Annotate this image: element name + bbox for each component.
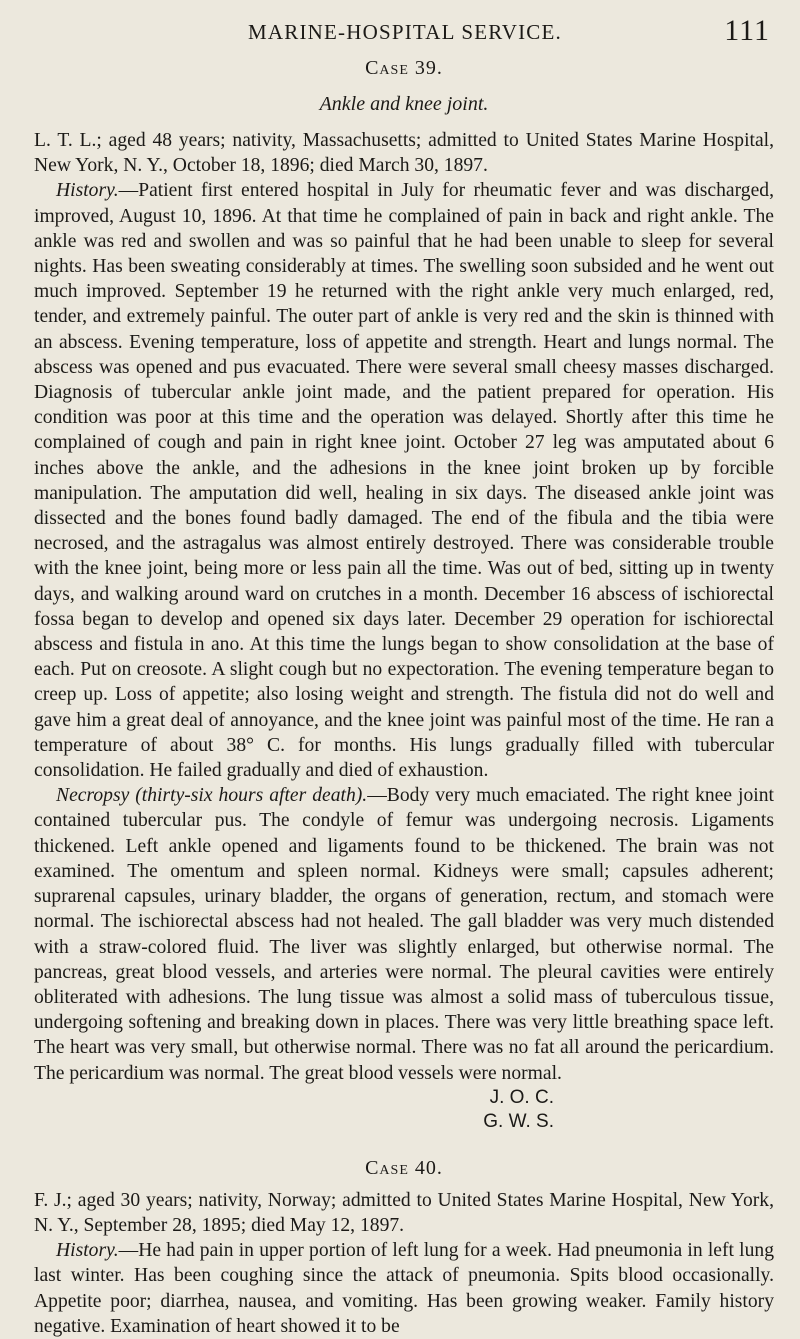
case-40-history <box>34 1238 774 1339</box>
case-40-heading-text: Case 40. <box>365 1156 443 1179</box>
page-number: 111 <box>724 14 770 47</box>
case-39-history <box>34 178 774 783</box>
case-40-heading <box>34 1148 774 1188</box>
signature-1: J. O. C. <box>489 1086 554 1108</box>
case-39-history-text: —Patient first entered hospital in July for rheumatic fever and was discharged, improved, August 10, 1896. At that time he complained of pain in back and right ankle. The ankle was red and swollen and was so painful that he had been unable to sleep for several nights. Has been sweating considerably at times. The swelling soon subsided and he went out much improved. September 19 he returned with the right ankle very much enlarged, red, tender, and extremely painful. The outer part of ankle is very red and the skin is thinned with an abscess. Evening temperature, loss of appetite and strength. Heart and lungs normal. The abscess was opened and pus evacuated. There were several small cheesy masses discharged. Diagnosis of tubercular ankle joint made, and the patient prepared for operation. His condition was poor at this time and the operation was delayed. Shortly after this time he complained of cough and pain in right knee joint. October 27 leg was amputated about 6 inches above the ankle, and the adhesions in the knee joint broken up by forcible manipulation. The amputation did well, healing in six days. The diseased ankle joint was dissected and the bones found badly damaged. The end of the fibula and the tibia were necrosed, and the astragalus was almost entirely destroyed. There was considerable trouble with the knee joint, being more or less pain all the time. Was out of bed, sitting up in twenty days, and walking around ward on crutches in a month. December 16 abscess of ischiorectal fossa began to develop and opened six days later. December 29 operation for ischiorectal abscess and fistula in ano. At this time the lungs began to show consolidation at the base of each. Put on creosote. A slight cough but no expectoration. The evening temperature began to creep up. Loss of appetite; also losing weight and strength. The fistula did not do well and gave him a great deal of annoyance, and the knee joint was painful most of the time. He ran a temperature of about 38° C. for months. His lungs gradually filled with tubercular consolidation. He failed gradually and died of exhaustion. <box>34 180 774 782</box>
case-39-heading <box>34 52 774 84</box>
case-40-history-label: History. <box>56 1240 119 1262</box>
case-39-subheading: Ankle and knee joint. <box>319 93 489 115</box>
signature-2: G. W. S. <box>483 1110 554 1132</box>
case-39-intro: L. T. L.; aged 48 years; nativity, Massachusetts; admitted to United States Marine Hospital, New York, N. Y., October 18, 1896; died March 30, 1897. <box>34 130 774 177</box>
running-title: MARINE-HOSPITAL SERVICE. <box>248 20 562 44</box>
case-39-necropsy <box>34 783 774 1085</box>
case-39-necropsy-text: —Body very much emaciated. The right knee joint contained tubercular pus. The condyle of femur was undergoing necrosis. Ligaments thickened. Left ankle opened and ligaments found to be thickened. The brain was not examined. The omentum and spleen normal. Kidneys were small; capsules adherent; suprarenal capsules, urinary bladder, the organs of generation, rectum, and stomach were normal. The ischiorectal abscess had not healed. The gall bladder was very much distended with a straw-colored fluid. The liver was slightly enlarged, but otherwise normal. The pancreas, great blood vessels, and arteries were normal. The pleural cavities were entirely obliterated with adhesions. The lung tissue was almost a solid mass of tuberculous tissue, undergoing softening and breaking down in places. There was very little breathing space left. The heart was very small, but otherwise normal. There was no fat all around the pericardium. The pericardium was normal. The great blood vessels were normal. <box>34 785 774 1084</box>
case-40-intro: F. J.; aged 30 years; nativity, Norway; admitted to United States Marine Hospital, New York, N. Y., September 28, 1895; died May 12, 1897. <box>34 1189 774 1236</box>
case-39-history-label: History. <box>56 180 119 202</box>
case-39-necropsy-label: Necropsy (thirty-six hours after death). <box>56 785 368 807</box>
case-39-heading-text: Case 39. <box>365 57 443 79</box>
case-40-history-text: —He had pain in upper portion of left lung for a week. Had pneumonia in left lung last winter. Has been coughing since the attack of pneumonia. Spits blood occasionally. Appetite poor; diarrhea, nausea, and vomiting. Has been growing weaker. Family history negative. Examination of heart showed it to be <box>34 1240 774 1337</box>
running-head <box>34 14 774 48</box>
